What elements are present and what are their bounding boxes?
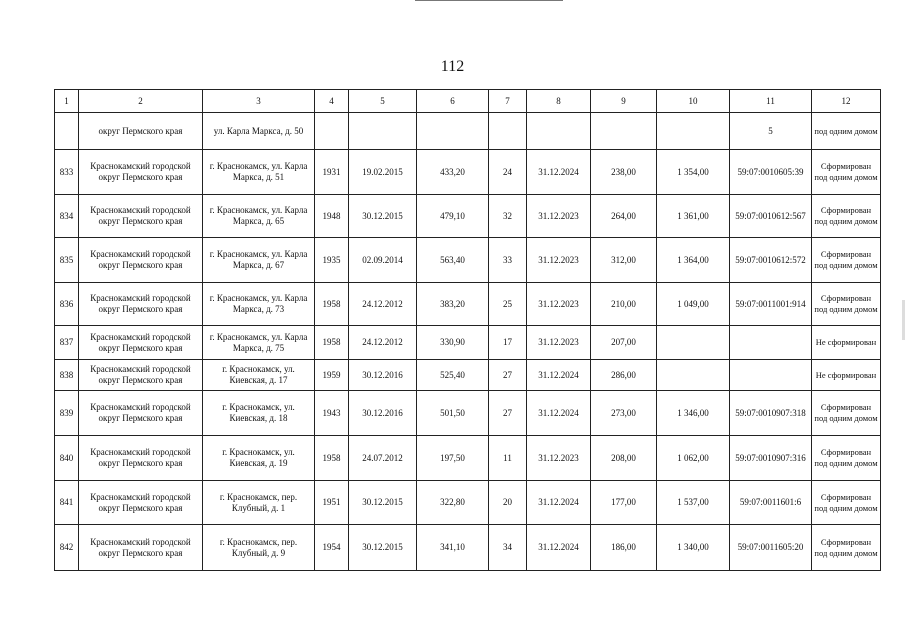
cell-date: 30.12.2016 — [349, 360, 417, 391]
cell-date: 19.02.2015 — [349, 150, 417, 195]
cell-col10: 1 537,00 — [657, 481, 730, 525]
cell-col9: 264,00 — [591, 195, 657, 238]
cell-address: г. Краснокамск, ул. Карла Маркса, д. 75 — [203, 326, 315, 360]
page-number: 112 — [440, 58, 465, 75]
cell-no: 836 — [55, 283, 79, 326]
cell-status: Сформирован под одним домом — [812, 391, 881, 436]
cell-col9 — [591, 113, 657, 150]
cell-date: 02.09.2014 — [349, 238, 417, 283]
table-body — [55, 113, 881, 571]
cell-owner: Краснокамский городской округ Пермского края — [79, 360, 203, 391]
cell-deadline: 31.12.2024 — [527, 391, 591, 436]
cell-col10: 1 361,00 — [657, 195, 730, 238]
cell-no — [55, 113, 79, 150]
cell-col9: 312,00 — [591, 238, 657, 283]
cell-area: 501,50 — [417, 391, 489, 436]
cell-status: Сформирован под одним домом — [812, 195, 881, 238]
cell-date — [349, 113, 417, 150]
cell-col10: 1 062,00 — [657, 436, 730, 481]
cell-no: 838 — [55, 360, 79, 391]
cell-count: 33 — [489, 238, 527, 283]
cell-no: 839 — [55, 391, 79, 436]
cell-address: г. Краснокамск, пер. Клубный, д. 1 — [203, 481, 315, 525]
cell-year — [315, 113, 349, 150]
table-row — [55, 326, 881, 360]
cell-area: 197,50 — [417, 436, 489, 481]
column-header: 6 — [417, 90, 489, 113]
cell-year: 1954 — [315, 525, 349, 571]
cell-deadline: 31.12.2024 — [527, 481, 591, 525]
column-header: 5 — [349, 90, 417, 113]
cell-address: г. Краснокамск, ул. Киевская, д. 19 — [203, 436, 315, 481]
cell-col10: 1 364,00 — [657, 238, 730, 283]
cell-address: г. Краснокамск, ул. Киевская, д. 18 — [203, 391, 315, 436]
cell-col9: 273,00 — [591, 391, 657, 436]
cell-cadastral: 59:07:0010605:39 — [730, 150, 812, 195]
table-row — [55, 481, 881, 525]
cell-status: под одним домом — [812, 113, 881, 150]
column-header: 10 — [657, 90, 730, 113]
table-row — [55, 283, 881, 326]
cell-status: Сформирован под одним домом — [812, 150, 881, 195]
cell-area: 322,80 — [417, 481, 489, 525]
cell-status: Не сформирован — [812, 360, 881, 391]
column-header: 9 — [591, 90, 657, 113]
cell-no: 834 — [55, 195, 79, 238]
cell-date: 24.12.2012 — [349, 326, 417, 360]
cell-status: Сформирован под одним домом — [812, 481, 881, 525]
cell-address: г. Краснокамск, пер. Клубный, д. 9 — [203, 525, 315, 571]
column-header: 2 — [79, 90, 203, 113]
cell-count: 34 — [489, 525, 527, 571]
cell-status: Сформирован под одним домом — [812, 238, 881, 283]
cell-no: 840 — [55, 436, 79, 481]
cell-col9: 238,00 — [591, 150, 657, 195]
cell-cadastral: 59:07:0011605:20 — [730, 525, 812, 571]
cell-col10 — [657, 326, 730, 360]
cell-count — [489, 113, 527, 150]
cell-area: 563,40 — [417, 238, 489, 283]
cell-address: г. Краснокамск, ул. Карла Маркса, д. 67 — [203, 238, 315, 283]
register-table — [54, 89, 881, 571]
cell-cadastral: 59:07:0010612:572 — [730, 238, 812, 283]
cell-col10: 1 354,00 — [657, 150, 730, 195]
cell-count: 11 — [489, 436, 527, 481]
column-header: 11 — [730, 90, 812, 113]
table-row — [55, 525, 881, 571]
cell-date: 30.12.2015 — [349, 525, 417, 571]
table-row — [55, 150, 881, 195]
cell-col10: 1 049,00 — [657, 283, 730, 326]
cell-area: 433,20 — [417, 150, 489, 195]
table-row — [55, 195, 881, 238]
column-header: 7 — [489, 90, 527, 113]
cell-count: 32 — [489, 195, 527, 238]
top-rule — [415, 0, 563, 1]
cell-owner: Краснокамский городской округ Пермского края — [79, 481, 203, 525]
cell-deadline — [527, 113, 591, 150]
table-row — [55, 436, 881, 481]
cell-cadastral — [730, 326, 812, 360]
cell-count: 27 — [489, 360, 527, 391]
cell-area: 330,90 — [417, 326, 489, 360]
cell-year: 1935 — [315, 238, 349, 283]
continuation-row — [55, 113, 881, 150]
cell-cadastral: 59:07:0011601:6 — [730, 481, 812, 525]
cell-count: 27 — [489, 391, 527, 436]
cell-owner: Краснокамский городской округ Пермского края — [79, 195, 203, 238]
cell-col9: 210,00 — [591, 283, 657, 326]
column-header: 1 — [55, 90, 79, 113]
cell-date: 30.12.2015 — [349, 481, 417, 525]
cell-owner: Краснокамский городской округ Пермского края — [79, 436, 203, 481]
cell-address: ул. Карла Маркса, д. 50 — [203, 113, 315, 150]
cell-deadline: 31.12.2024 — [527, 525, 591, 571]
cell-address: г. Краснокамск, ул. Карла Маркса, д. 73 — [203, 283, 315, 326]
cell-status: Сформирован под одним домом — [812, 525, 881, 571]
cell-col9: 177,00 — [591, 481, 657, 525]
cell-deadline: 31.12.2023 — [527, 195, 591, 238]
cell-no: 841 — [55, 481, 79, 525]
cell-date: 24.12.2012 — [349, 283, 417, 326]
cell-deadline: 31.12.2023 — [527, 326, 591, 360]
cell-owner: Краснокамский городской округ Пермского края — [79, 326, 203, 360]
cell-col9: 186,00 — [591, 525, 657, 571]
column-header: 4 — [315, 90, 349, 113]
column-header: 8 — [527, 90, 591, 113]
cell-year: 1948 — [315, 195, 349, 238]
cell-owner: Краснокамский городской округ Пермского края — [79, 525, 203, 571]
cell-area: 383,20 — [417, 283, 489, 326]
table-row — [55, 391, 881, 436]
column-header: 12 — [812, 90, 881, 113]
cell-address: г. Краснокамск, ул. Карла Маркса, д. 51 — [203, 150, 315, 195]
cell-owner: Краснокамский городской округ Пермского края — [79, 391, 203, 436]
table-row — [55, 360, 881, 391]
cell-col10 — [657, 360, 730, 391]
cell-col10: 1 340,00 — [657, 525, 730, 571]
cell-cadastral: 59:07:0010612:567 — [730, 195, 812, 238]
cell-no: 837 — [55, 326, 79, 360]
cell-col9: 286,00 — [591, 360, 657, 391]
header-row — [55, 90, 881, 113]
cell-year: 1958 — [315, 283, 349, 326]
cell-no: 842 — [55, 525, 79, 571]
table-row — [55, 238, 881, 283]
cell-owner: округ Пермского края — [79, 113, 203, 150]
cell-count: 20 — [489, 481, 527, 525]
cell-area: 341,10 — [417, 525, 489, 571]
column-header: 3 — [203, 90, 315, 113]
cell-owner: Краснокамский городской округ Пермского края — [79, 238, 203, 283]
cell-deadline: 31.12.2023 — [527, 283, 591, 326]
cell-year: 1943 — [315, 391, 349, 436]
cell-cadastral: 59:07:0010907:316 — [730, 436, 812, 481]
cell-cadastral: 5 — [730, 113, 812, 150]
cell-date: 30.12.2015 — [349, 195, 417, 238]
cell-year: 1931 — [315, 150, 349, 195]
cell-deadline: 31.12.2023 — [527, 238, 591, 283]
cell-cadastral: 59:07:0010907:318 — [730, 391, 812, 436]
cell-deadline: 31.12.2024 — [527, 360, 591, 391]
cell-address: г. Краснокамск, ул. Киевская, д. 17 — [203, 360, 315, 391]
cell-col9: 207,00 — [591, 326, 657, 360]
cell-no: 833 — [55, 150, 79, 195]
cell-year: 1958 — [315, 326, 349, 360]
cell-no: 835 — [55, 238, 79, 283]
cell-status: Не сформирован — [812, 326, 881, 360]
cell-date: 30.12.2016 — [349, 391, 417, 436]
cell-date: 24.07.2012 — [349, 436, 417, 481]
cell-area: 479,10 — [417, 195, 489, 238]
cell-count: 17 — [489, 326, 527, 360]
cell-cadastral: 59:07:0011001:914 — [730, 283, 812, 326]
cell-count: 24 — [489, 150, 527, 195]
cell-col10: 1 346,00 — [657, 391, 730, 436]
cell-count: 25 — [489, 283, 527, 326]
cell-address: г. Краснокамск, ул. Карла Маркса, д. 65 — [203, 195, 315, 238]
cell-year: 1958 — [315, 436, 349, 481]
cell-status: Сформирован под одним домом — [812, 436, 881, 481]
cell-status: Сформирован под одним домом — [812, 283, 881, 326]
cell-year: 1951 — [315, 481, 349, 525]
cell-owner: Краснокамский городской округ Пермского края — [79, 283, 203, 326]
cell-area: 525,40 — [417, 360, 489, 391]
cell-cadastral — [730, 360, 812, 391]
cell-year: 1959 — [315, 360, 349, 391]
cell-col10 — [657, 113, 730, 150]
cell-area — [417, 113, 489, 150]
cell-deadline: 31.12.2023 — [527, 436, 591, 481]
cell-col9: 208,00 — [591, 436, 657, 481]
cell-owner: Краснокамский городской округ Пермского края — [79, 150, 203, 195]
cell-deadline: 31.12.2024 — [527, 150, 591, 195]
